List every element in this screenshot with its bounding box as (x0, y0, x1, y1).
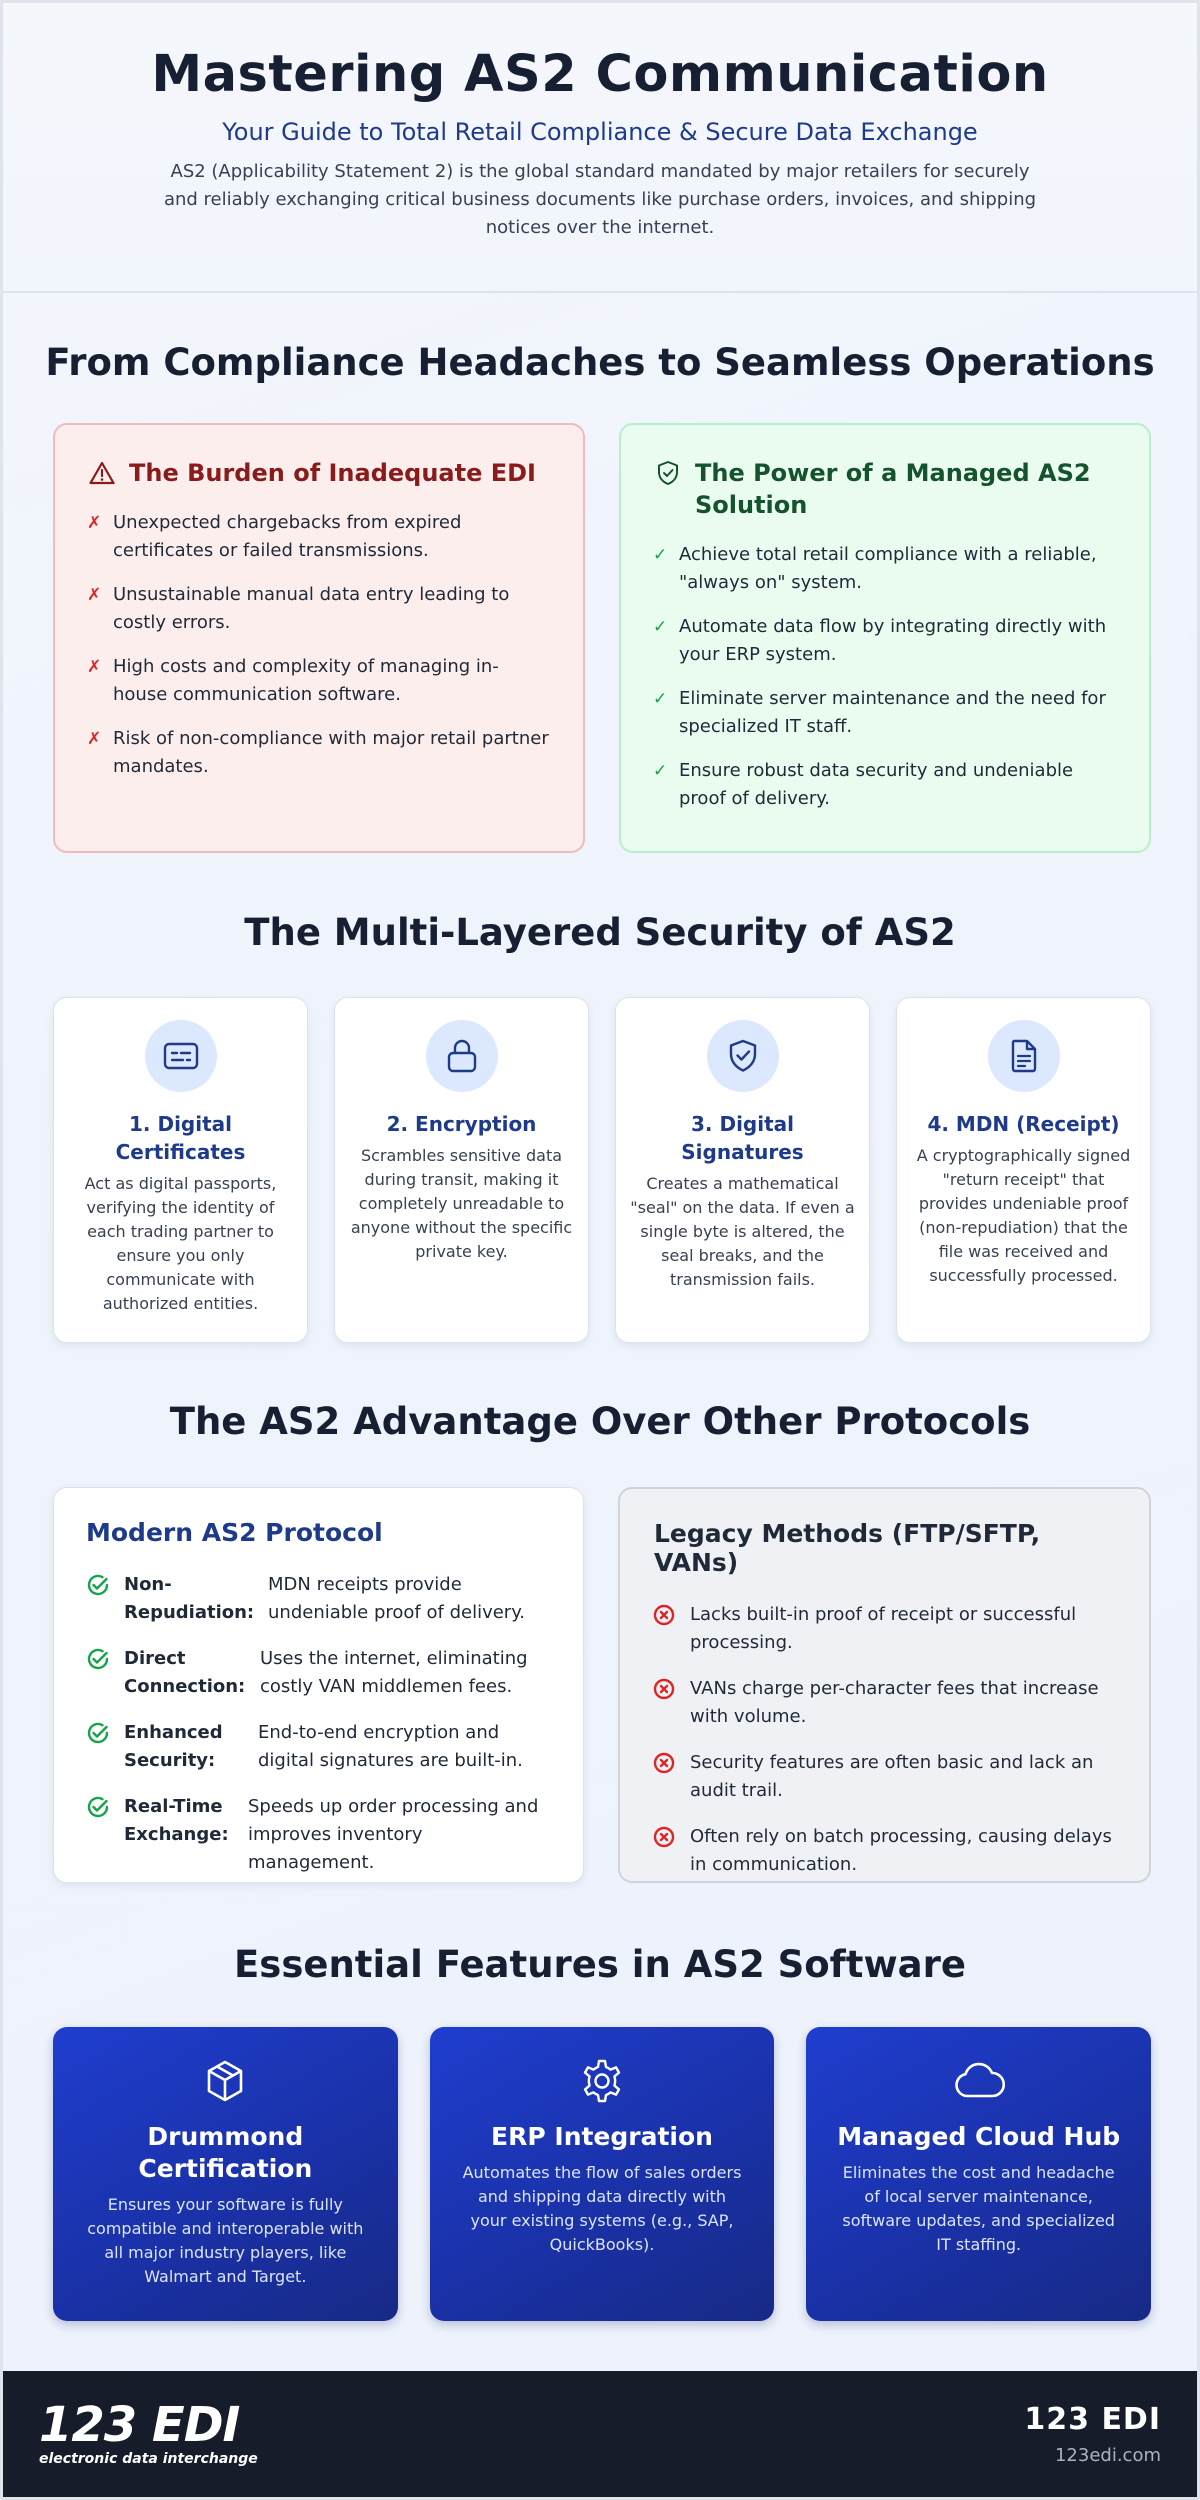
advantage-section-title: The AS2 Advantage Over Other Protocols (169, 1400, 1031, 1443)
feature-card-cloud (806, 2027, 1151, 2321)
cross-icon: ✗ (87, 657, 102, 677)
list-item: ✗ Unexpected chargebacks from expired certificates or failed transmissions. (87, 509, 551, 565)
security-card-text: A cryptographically signed "return receipt" that provides undeniable proof (non-repudiation) that the file was received and successfully processed. (916, 1146, 1131, 1285)
feature-card-title: Drummond Certification (138, 2122, 313, 2183)
cloud-icon (834, 2057, 1123, 2105)
cross-icon: ✗ (87, 585, 102, 605)
warning-icon (87, 457, 117, 489)
burden-card-header (87, 457, 551, 489)
features-section-title: Essential Features in AS2 Software (234, 1943, 966, 1986)
feature-card-title: ERP Integration (491, 2122, 713, 2151)
brand-url-link[interactable]: 123edi.com (1054, 2445, 1161, 2466)
feature-card-title: Managed Cloud Hub (837, 2122, 1121, 2151)
x-circle-icon (652, 1823, 676, 1851)
list-item: ✗ High costs and complexity of managing in-house communication software. (87, 653, 551, 709)
page-title: Mastering AS2 Communication (151, 45, 1049, 104)
check-circle-icon (86, 1719, 110, 1747)
security-section-title: The Multi-Layered Security of AS2 (244, 911, 956, 954)
id-card-icon (145, 1020, 217, 1092)
feature-card-text: Eliminates the cost and headache of local server maintenance, software updates, and specialized IT staffing. (842, 2163, 1115, 2254)
cross-icon: ✗ (87, 729, 102, 749)
list-item: ✗ Risk of non-compliance with major retail partner mandates. (87, 725, 551, 781)
list-item: Often rely on batch processing, causing delays in communication. (652, 1823, 1117, 1879)
list-item: Direct Connection: Uses the internet, eliminating costly VAN middlemen fees. (86, 1645, 551, 1701)
list-item: ✓ Eliminate server maintenance and the need for specialized IT staff. (653, 685, 1117, 741)
feature-card-erp (430, 2027, 775, 2321)
power-heading: The Power of a Managed AS2 Solution (695, 459, 1091, 519)
check-icon: ✓ (653, 545, 668, 565)
power-list (653, 541, 1117, 813)
hero-header (3, 3, 1197, 293)
compare-row (53, 423, 1151, 853)
security-card-text: Act as digital passports, verifying the identity of each trading partner to ensure you only communicate with authorized entities. (84, 1174, 277, 1313)
modern-protocol-card (53, 1487, 584, 1883)
list-item: Enhanced Security: End-to-end encryption and digital signatures are built-in. (86, 1719, 551, 1775)
list-item: Non-Repudiation: MDN receipts provide undeniable proof of delivery. (86, 1571, 551, 1627)
shield-check-icon (653, 457, 683, 489)
list-item: ✓ Ensure robust data security and undeniable proof of delivery. (653, 757, 1117, 813)
security-card-signatures (615, 997, 870, 1343)
x-circle-icon (652, 1601, 676, 1629)
check-circle-icon (86, 1571, 110, 1599)
list-item: ✓ Achieve total retail compliance with a reliable, "always on" system. (653, 541, 1117, 597)
document-icon (988, 1020, 1060, 1092)
security-card-title: 3. Digital Signatures (681, 1112, 804, 1164)
feature-card-text: Automates the flow of sales orders and shipping data directly with your existing systems (e.g., SAP, QuickBooks). (462, 2163, 742, 2254)
x-circle-icon (652, 1749, 676, 1777)
lock-icon (426, 1020, 498, 1092)
intro-paragraph: AS2 (Applicability Statement 2) is the global standard mandated by major retailers for securely and reliably exchanging critical business documents like purchase orders, invoices, and shipping notices over the internet. (163, 161, 1037, 238)
cube-icon (81, 2057, 370, 2105)
check-icon: ✓ (653, 761, 668, 781)
security-card-title: 2. Encryption (386, 1112, 537, 1136)
features-row (53, 2027, 1151, 2321)
logo-mark: 123 EDI (39, 2397, 240, 2453)
feature-card-drummond (53, 2027, 398, 2321)
check-icon: ✓ (653, 689, 668, 709)
logo-tagline: electronic data interchange (39, 2451, 258, 2467)
company-logo[interactable] (39, 2397, 258, 2467)
advantage-row (53, 1487, 1151, 1883)
legacy-heading: Legacy Methods (FTP/SFTP, VANs) (654, 1519, 1041, 1577)
footer (3, 2371, 1197, 2497)
cross-icon: ✗ (87, 513, 102, 533)
security-card-title: 4. MDN (Receipt) (927, 1112, 1120, 1136)
shield-check-icon (707, 1020, 779, 1092)
security-card-certificates (53, 997, 308, 1343)
security-card-text: Scrambles sensitive data during transit, making it completely unreadable to anyone without the specific private key. (350, 1146, 573, 1261)
list-item: VANs charge per-character fees that increase with volume. (652, 1675, 1117, 1731)
list-item: Real-Time Exchange: Speeds up order processing and improves inventory management. (86, 1793, 551, 1877)
burden-heading: The Burden of Inadequate EDI (129, 459, 536, 487)
list-item: Lacks built-in proof of receipt or successful processing. (652, 1601, 1117, 1657)
power-card (619, 423, 1151, 853)
legacy-methods-card (618, 1487, 1151, 1883)
security-card-title: 1. Digital Certificates (115, 1112, 246, 1164)
check-circle-icon (86, 1645, 110, 1673)
brand-block (1024, 2402, 1161, 2466)
gear-icon (458, 2057, 747, 2105)
x-circle-icon (652, 1675, 676, 1703)
check-icon: ✓ (653, 617, 668, 637)
brand-name: 123 EDI (1024, 2402, 1161, 2437)
list-item: Security features are often basic and lack an audit trail. (652, 1749, 1117, 1805)
feature-card-text: Ensures your software is fully compatible and interoperable with all major industry players, like Walmart and Target. (87, 2195, 364, 2286)
burden-list (87, 509, 551, 781)
list-item: ✗ Unsustainable manual data entry leading to costly errors. (87, 581, 551, 637)
security-card-text: Creates a mathematical "seal" on the data. If even a single byte is altered, the seal breaks, and the transmission fails. (630, 1174, 855, 1289)
security-row (53, 997, 1151, 1343)
compare-section-title: From Compliance Headaches to Seamless Operations (45, 341, 1155, 384)
check-circle-icon (86, 1793, 110, 1821)
security-card-encryption (334, 997, 589, 1343)
burden-card (53, 423, 585, 853)
security-card-mdn (896, 997, 1151, 1343)
power-card-header (653, 457, 1117, 521)
modern-heading: Modern AS2 Protocol (86, 1518, 383, 1547)
page-subtitle: Your Guide to Total Retail Compliance & Secure Data Exchange (222, 118, 978, 146)
list-item: ✓ Automate data flow by integrating directly with your ERP system. (653, 613, 1117, 669)
